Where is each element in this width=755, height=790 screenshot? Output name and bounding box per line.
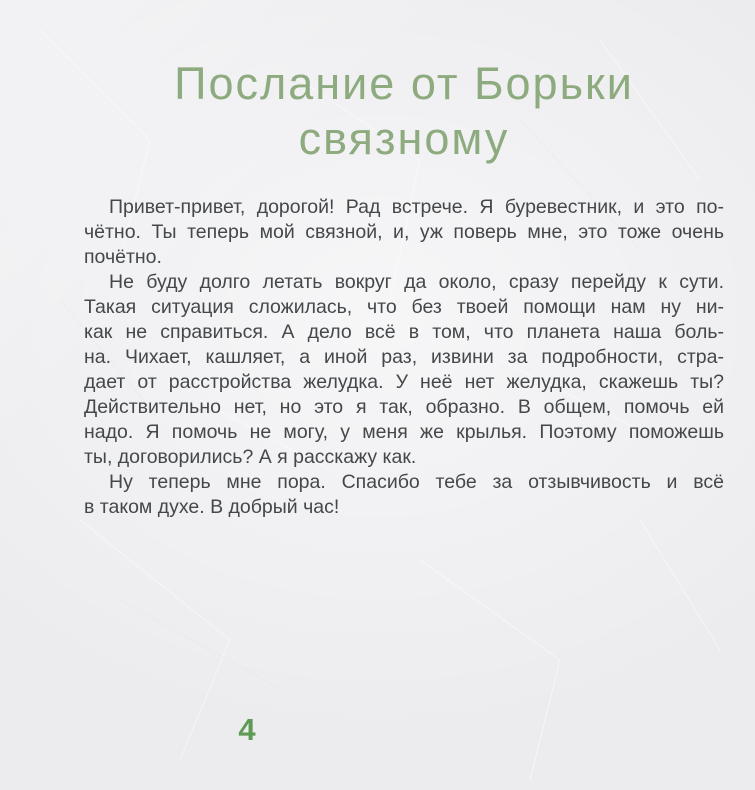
page-number: 4: [238, 712, 256, 747]
body-line: Ну теперь мне пора. Спасибо тебе за отзывчивость и всё: [109, 471, 724, 493]
body-line: почётно.: [84, 246, 162, 268]
page-title: [84, 56, 724, 166]
body-line: в таком духе. В добрый час!: [84, 496, 340, 518]
body-line: на. Чихает, кашляет, а иной раз, извини за подробности, стра-: [84, 346, 724, 368]
body-line: надо. Я помочь не могу, у меня же крылья. Поэтому поможешь: [84, 421, 724, 443]
body-line: как не справиться. А дело всё в том, что планета наша боль-: [84, 321, 724, 343]
body-line: ты, договорились? А я расскажу как.: [84, 446, 417, 468]
body-line: Действительно нет, но это я так, образно. В общем, помочь ей: [84, 396, 724, 418]
body-line: Такая ситуация сложилась, что без твоей помощи нам ну ни-: [84, 296, 724, 318]
body-line: Не буду долго летать вокруг да около, сразу перейду к сути.: [109, 271, 724, 293]
body-line: Привет-привет, дорогой! Рад встрече. Я буревестник, и это по-: [109, 196, 724, 218]
page-title-line-2: связному: [298, 113, 510, 164]
page-title-line-1: Послание от Борьки: [174, 58, 634, 109]
body-line: дает от расстройства желудка. У неё нет желудка, скажешь ты?: [84, 371, 724, 393]
body-text: [84, 195, 724, 520]
body-line: чётно. Ты теперь мой связной, и, уж поверь мне, это тоже очень: [84, 221, 724, 243]
